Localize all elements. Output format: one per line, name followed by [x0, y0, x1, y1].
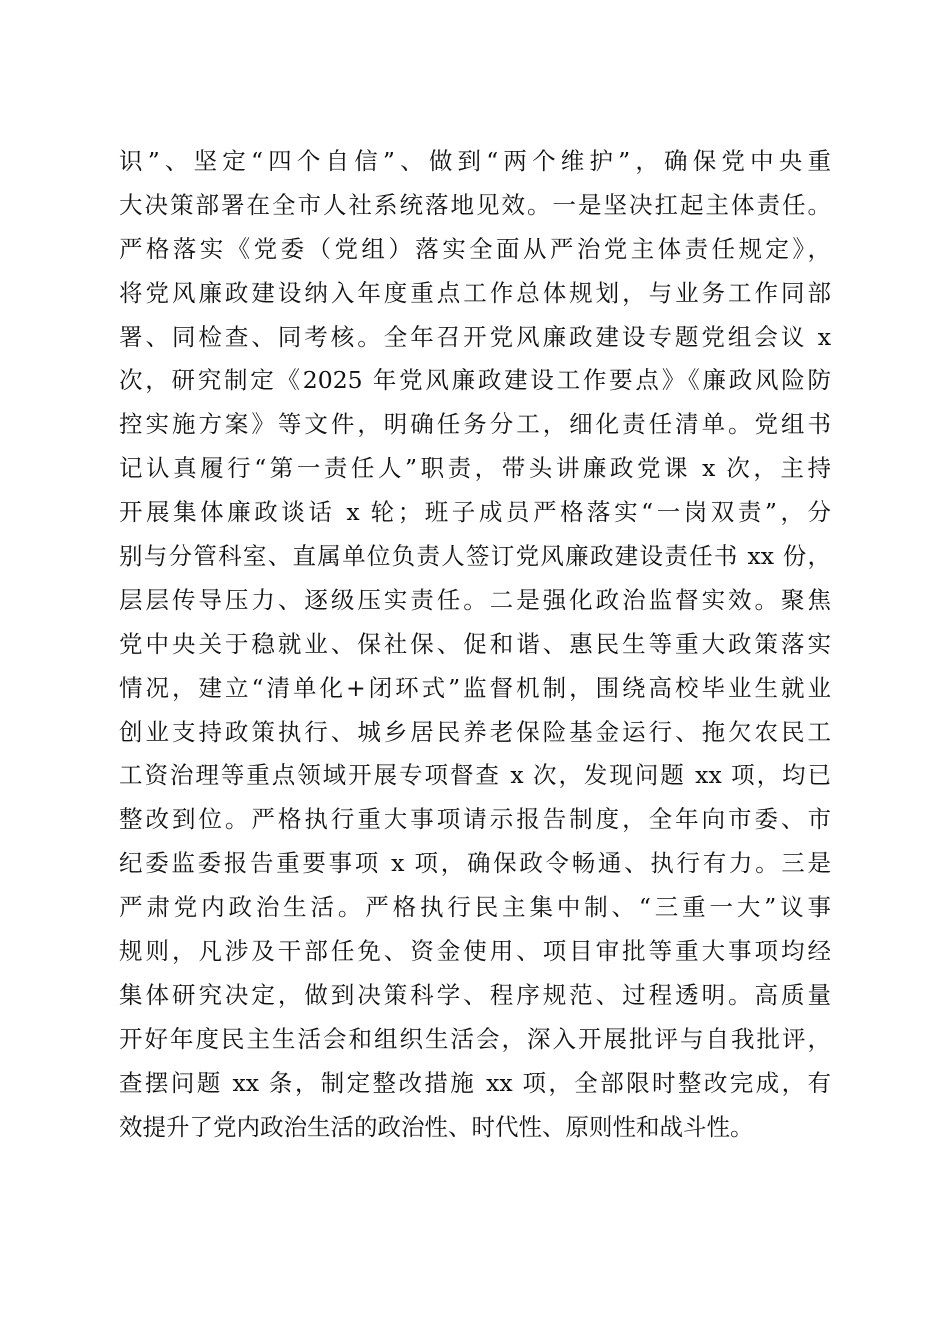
text-line: 开展集体廉政谈话 x 轮；班子成员严格落实“一岗双责”，分 — [119, 498, 831, 527]
text-line: 将党风廉政建设纳入年度重点工作总体规划，与业务工作同部 — [119, 278, 831, 307]
text-line: 纪委监委报告重要事项 x 项，确保政令畅通、执行有力。三是 — [119, 849, 831, 878]
text-line: 别与分管科室、直属单位负责人签订党风廉政建设责任书 xx 份， — [119, 542, 831, 571]
text-line: 控实施方案》等文件，明确任务分工，细化责任清单。党组书 — [119, 410, 831, 439]
body-paragraph — [119, 140, 831, 1149]
text-line: 效提升了党内政治生活的政治性、时代性、原则性和战斗性。 — [119, 1112, 754, 1141]
text-line: 集体研究决定，做到决策科学、程序规范、过程透明。高质量 — [119, 980, 831, 1009]
text-line: 次，研究制定《2025 年党风廉政建设工作要点》《廉政风险防 — [119, 366, 831, 395]
text-line: 工资治理等重点领域开展专项督查 x 次，发现问题 xx 项，均已 — [119, 761, 831, 790]
text-line: 整改到位。严格执行重大事项请示报告制度，全年向市委、市 — [119, 805, 831, 834]
text-line: 规则，凡涉及干部任免、资金使用、项目审批等重大事项均经 — [119, 937, 831, 966]
text-line: 开好年度民主生活会和组织生活会，深入开展批评与自我批评， — [119, 1024, 831, 1053]
text-line: 层层传导压力、逐级压实责任。二是强化政治监督实效。聚焦 — [119, 585, 831, 614]
text-line: 创业支持政策执行、城乡居民养老保险基金运行、拖欠农民工 — [119, 717, 831, 746]
text-line: 大决策部署在全市人社系统落地见效。一是坚决扛起主体责任。 — [119, 190, 831, 219]
text-line: 识”、坚定“四个自信”、做到“两个维护”，确保党中央重 — [119, 147, 831, 175]
text-line: 署、同检查、同考核。全年召开党风廉政建设专题党组会议 x — [119, 322, 831, 351]
text-line: 情况，建立“清单化+闭环式”监督机制，围绕高校毕业生就业 — [119, 673, 831, 702]
text-line: 严格落实《党委（党组）落实全面从严治党主体责任规定》， — [119, 234, 831, 263]
text-line: 严肃党内政治生活。严格执行民主集中制、“三重一大”议事 — [119, 893, 831, 922]
text-line: 党中央关于稳就业、保社保、促和谐、惠民生等重大政策落实 — [119, 629, 831, 658]
text-line: 记认真履行“第一责任人”职责，带头讲廉政党课 x 次，主持 — [119, 454, 831, 483]
text-line: 查摆问题 xx 条，制定整改措施 xx 项，全部限时整改完成，有 — [119, 1068, 831, 1097]
